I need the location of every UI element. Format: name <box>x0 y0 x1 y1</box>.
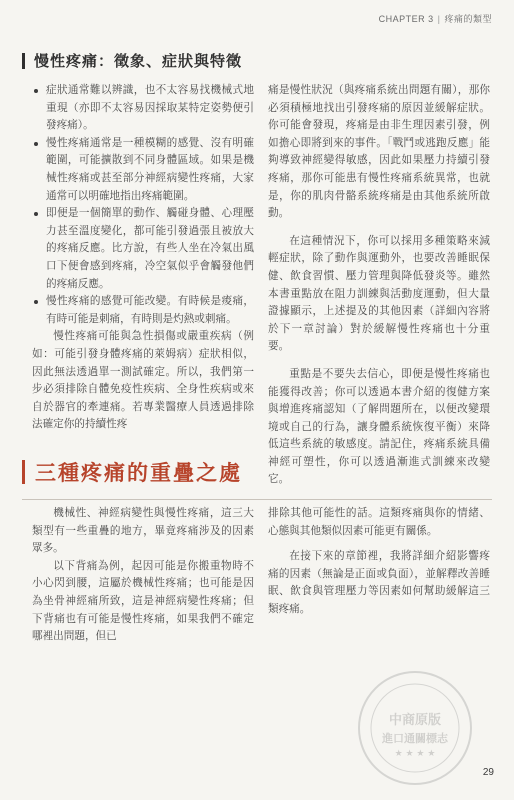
section2-heading-bar <box>22 460 25 484</box>
body-paragraph: 在接下來的章節裡，我將詳細介紹影響疼痛的因素（無論是正面或負面），並解釋改善睡眠、飲食與管理壓力等因素如何幫助緩解這三類疼痛。 <box>268 550 490 615</box>
running-header <box>379 12 492 25</box>
svg-text:中商原版: 中商原版 <box>388 713 442 728</box>
bullet-item: 症狀通常難以辨識，也不太容易找機械式地重現（亦即不太容易因採取某特定姿勢便引發疼痛）。 <box>32 82 254 135</box>
body-paragraph: 排除其他可能性的話。這類疼痛與你的情緒、心態與其他類似因素可能更有關係。 <box>268 507 490 537</box>
svg-text:★ ★ ★ ★: ★ ★ ★ ★ <box>394 749 436 759</box>
bullet-dot-icon <box>34 300 38 304</box>
chapter-title: 疼痛的類型 <box>444 14 492 24</box>
body-paragraph: 重點是不要失去信心，即便是慢性疼痛也能獲得改善；你可以透過本書介紹的復健方案與增進疼痛認知（了解問題所在，以便改變環境或自己的行為，讓身體系統恢復平衡）來降低這些系統的敏感度。請記住，疼痛系統具備神經可塑性，你可以透過漸進式訓練來改變它。 <box>268 367 490 486</box>
bullet-dot-icon <box>34 142 38 146</box>
bullet-item: 慢性疼痛的感覺可能改變。有時候是痠痛，有時可能是刺痛，有時則是灼熱或刺痛。 <box>32 293 254 328</box>
chapter-label: CHAPTER 3 <box>378 13 434 24</box>
section1-bullet-list <box>32 82 254 328</box>
body-paragraph: 機械性、神經病變性與慢性疼痛，這三大類型有一些重疊的地方，畢竟疼痛涉及的因素眾多。 <box>32 507 254 555</box>
section1-right-column <box>268 82 490 489</box>
body-paragraph: 以下背痛為例，起因可能是你搬重物時不小心閃到腰，這屬於機械性疼痛；也可能是因為坐骨神經痛所致，這是神經病變性疼痛；但下背痛也有可能是慢性疼痛，如果我們不確定哪裡出問題，但已 <box>32 559 254 643</box>
header-separator: | <box>437 13 441 24</box>
page-number: 29 <box>482 767 494 778</box>
body-paragraph: 痛是慢性狀況（與疼痛系統出問題有關），那你必須積極地找出引發疼痛的原因並緩解症狀。你可能會發現，疼痛是由非生理因素引發，例如擔心即將到來的事件。「戰鬥或逃跑反應」能夠導致神經變得敏感，因此如果壓力持續引發疼痛，那你可能患有慢性疼痛系統異常，也就是，你的肌肉骨骼系統疼痛是由其他系統所啟動。 <box>268 84 490 220</box>
section1-heading <box>22 50 242 71</box>
section2-title: 三種疼痛的重疊之處 <box>35 461 242 485</box>
section2-right-column <box>268 505 490 619</box>
bullet-dot-icon <box>34 89 38 93</box>
section1-heading-bar <box>22 53 25 69</box>
body-paragraph: 在這種情況下，你可以採用多種策略來減輕症狀，除了動作與運動外，也要改善睡眠保健、飲食習慣、壓力管理與降低發炎等。雖然本書重點放在阻力訓練與活動度運動，但大量證據顯示，上述提及的其他因素（詳細內容將於下一章討論）對於緩解慢性疼痛也十分重要。 <box>268 234 490 353</box>
body-paragraph: 慢性疼痛可能與急性損傷或嚴重疾病（例如：可能引發身體疼痛的萊姆病）症狀相似，因此無法透過單一測試確定。所以，我們第一步必須排除自體免疫性疾病、全身性疾病或來自於器官的牽連痛。若專業醫療人員透過排除法確定你的持續性疼 <box>32 330 254 431</box>
section2-heading-block <box>22 457 492 500</box>
section1-title: 慢性疼痛：徵象、症狀與特徵 <box>34 52 243 70</box>
bullet-dot-icon <box>34 212 38 216</box>
import-seal-stamp <box>355 668 475 788</box>
svg-text:進口通關標志: 進口通關標志 <box>382 732 448 745</box>
bullet-item: 即便是一個簡單的動作、觸碰身體、心理壓力甚至溫度變化，都可能引發過張且被放大的疼痛反應。比方說，有些人坐在冷氣出風口下便會感到疼痛，冷空氣似乎會觸發他們的疼痛反應。 <box>32 205 254 293</box>
section2-heading <box>22 457 492 487</box>
bullet-item: 慢性疼痛通常是一種模糊的感覺、沒有明確範圍，可能擴散到不同身體區域。如果是機械性疼痛或甚至部分神經病變性疼痛，大家通常可以明確地指出疼痛範圍。 <box>32 135 254 205</box>
section2-left-column <box>32 505 254 646</box>
section-divider <box>22 499 492 500</box>
section1-left-column <box>32 82 254 434</box>
